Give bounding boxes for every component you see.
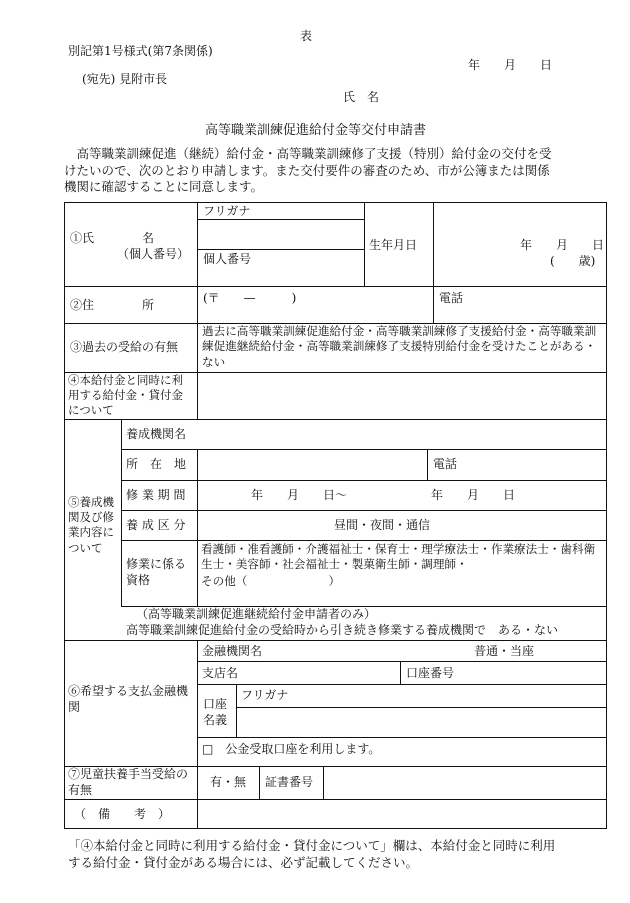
- intro-text: 高等職業訓練促進（継続）給付金・高等職業訓練修了支援（特別）給付金の交付を受けたいので、次のとおり申請します。また交付要件の審査のため、市が公簿または関係機関に確認することに同意します。: [64, 146, 552, 194]
- child-support-label: ⑦児童扶養手当受給の有無: [68, 767, 189, 797]
- applicant-name-label: 氏 名: [343, 90, 380, 104]
- institution-name-input[interactable]: [198, 420, 606, 448]
- birth-date-value[interactable]: 年 月 日: [520, 238, 605, 252]
- child-support-yes-no[interactable]: 有・無: [210, 775, 247, 789]
- form-number: 別記第1号様式(第7条関係): [68, 44, 213, 58]
- qualification-list[interactable]: 看護師・准看護師・介護福祉士・保育士・理学療法士・作業療法士・歯科衛生士・美容師・社会福祉士・製菓衛生師・調理師・: [201, 542, 596, 572]
- bank-name-label: 金融機関名: [202, 644, 263, 658]
- institution-phone-label: 電話: [433, 457, 458, 471]
- account-holder-input[interactable]: [237, 708, 606, 736]
- furigana-label: フリガナ: [203, 204, 251, 218]
- training-division-value[interactable]: 昼間・夜間・通信: [334, 518, 431, 532]
- name-input[interactable]: [198, 220, 363, 248]
- remarks-label: （ 備 考 ）: [74, 807, 171, 821]
- address-phone-label: 電話: [439, 291, 464, 305]
- training-division-label: 養 成 区 分: [126, 518, 186, 532]
- branch-label: 支店名: [202, 666, 239, 680]
- table-label: 表: [300, 29, 313, 43]
- qualification-label: 修業に係る資格: [126, 557, 187, 587]
- location-label: 所 在 地: [126, 457, 187, 471]
- bank-section-label: ⑥希望する支払金融機関: [68, 684, 189, 714]
- postal-code-field[interactable]: (〒 — ): [203, 291, 297, 305]
- certificate-number-input[interactable]: [324, 767, 606, 798]
- institution-section-label: ⑤養成機関及び修業内容について: [68, 495, 114, 555]
- account-type-field[interactable]: 普通・当座: [474, 644, 535, 658]
- continuing-note: （高等職業訓練促進継続給付金申請者のみ）: [136, 607, 377, 621]
- qualification-other[interactable]: その他（ ）: [201, 574, 341, 588]
- account-holder-furigana-label: フリガナ: [241, 688, 289, 702]
- study-period-value[interactable]: 年 月 日〜 年 月 日: [251, 488, 516, 502]
- continuing-text[interactable]: 高等職業訓練促進給付金の受給時から引き続き修業する養成機関で ある・ない: [126, 623, 559, 637]
- name-label: ①氏 名: [70, 231, 155, 245]
- page-title: 高等職業訓練促進給付金等交付申請書: [205, 123, 427, 138]
- personal-number-label: 個人番号: [203, 252, 252, 266]
- study-period-label: 修 業 期 間: [126, 488, 186, 502]
- concurrent-benefit-input[interactable]: [198, 373, 606, 418]
- remarks-input[interactable]: [198, 800, 606, 827]
- footer-note: 「④本給付金と同時に利用する給付金・貸付金について」欄は、本給付金と同時に利用する給付金・貸付金がある場合には、必ず記載してください。: [68, 838, 556, 870]
- institution-name-label: 養成機関名: [126, 427, 187, 441]
- name-label-sub: （個人番号）: [117, 247, 190, 261]
- personal-number-input[interactable]: [198, 265, 363, 285]
- account-number-label: 口座番号: [406, 666, 455, 680]
- age-field[interactable]: ( 歳): [550, 254, 596, 268]
- date-line: 年 月 日: [468, 58, 553, 72]
- public-account-checkbox[interactable]: □ 公金受取口座を利用します。: [202, 742, 381, 756]
- certificate-number-label: 証書番号: [265, 775, 314, 789]
- past-receipt-label: ③過去の受給の有無: [70, 340, 179, 354]
- address-label: ②住 所: [70, 298, 155, 312]
- account-holder-label: 口座名義: [203, 697, 228, 727]
- addressee: (宛先) 見附市長: [82, 72, 168, 86]
- birth-date-label: 生年月日: [369, 238, 418, 252]
- past-receipt-text[interactable]: 過去に高等職業訓練促進給付金・高等職業訓練修了支援給付金・高等職業訓練促進継続給付金・高等職業訓練修了支援特別給付金を受けたことがある・ない: [202, 324, 597, 369]
- concurrent-benefit-label: ④本給付金と同時に利用する給付金・貸付金について: [68, 373, 183, 418]
